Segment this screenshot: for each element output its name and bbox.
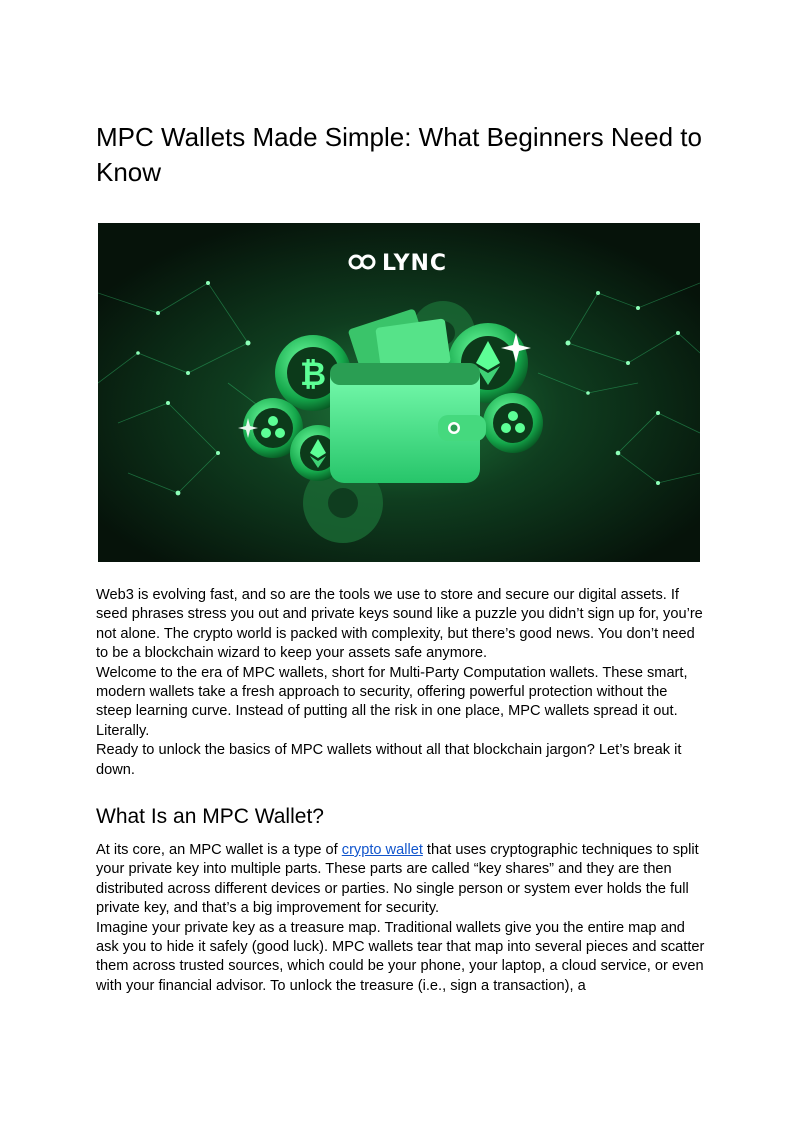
section-paragraph-1: [96, 841, 706, 919]
wallet-icon: [330, 363, 486, 483]
paragraph-text-after-link: that uses cryptographic techniques to split your private key into multiple parts. These parts are called “key shares” and they are then distributed across different devices or parties. No single person or system ever holds the full private key, and that’s a big improvement for security.: [96, 842, 699, 917]
section-paragraph-2: Imagine your private key as a treasure map. Traditional wallets give you the entire map and ask you to hide it safely (good luck). MPC wallets tear that map into several pieces and scatter them across trusted sources, which could be your phone, your laptop, a cloud service, or even with your financial advisor. To unlock the treasure (i.e., sign a transaction), a: [96, 919, 705, 994]
intro-paragraph-3: Ready to unlock the basics of MPC wallets without all that blockchain jargon? Let’s break it down.: [96, 742, 682, 778]
paragraph-text-before-link: At its core, an MPC wallet is a type of: [96, 842, 342, 858]
section-heading: What Is an MPC Wallet?: [96, 805, 324, 828]
hero-image: [98, 223, 700, 562]
xrp-coin-right-icon: [483, 393, 543, 453]
brand-name: LYNC: [382, 251, 448, 276]
intro-section: [96, 586, 706, 780]
crypto-wallet-link[interactable]: crypto wallet: [341, 842, 423, 858]
intro-paragraph-2: Welcome to the era of MPC wallets, short for Multi-Party Computation wallets. These smart, modern wallets take a fresh approach to security, offering powerful protection without the steep learning curve. Instead of putting all the risk in one place, MPC wallets spread it out. Literally.: [96, 664, 688, 739]
svg-text:₿: ₿: [299, 355, 327, 393]
intro-paragraph-1: Web3 is evolving fast, and so are the tools we use to store and secure our digital assets. If seed phrases stress you out and private keys sound like a puzzle you didn’t sign up for, you’re not alone. The crypto world is packed with complexity, but there’s good news. You don’t need to be a blockchain wizard to keep your assets safe anymore.: [96, 587, 703, 662]
document-title: MPC Wallets Made Simple: What Beginners Need to Know: [96, 122, 702, 187]
section-body: [96, 841, 706, 996]
